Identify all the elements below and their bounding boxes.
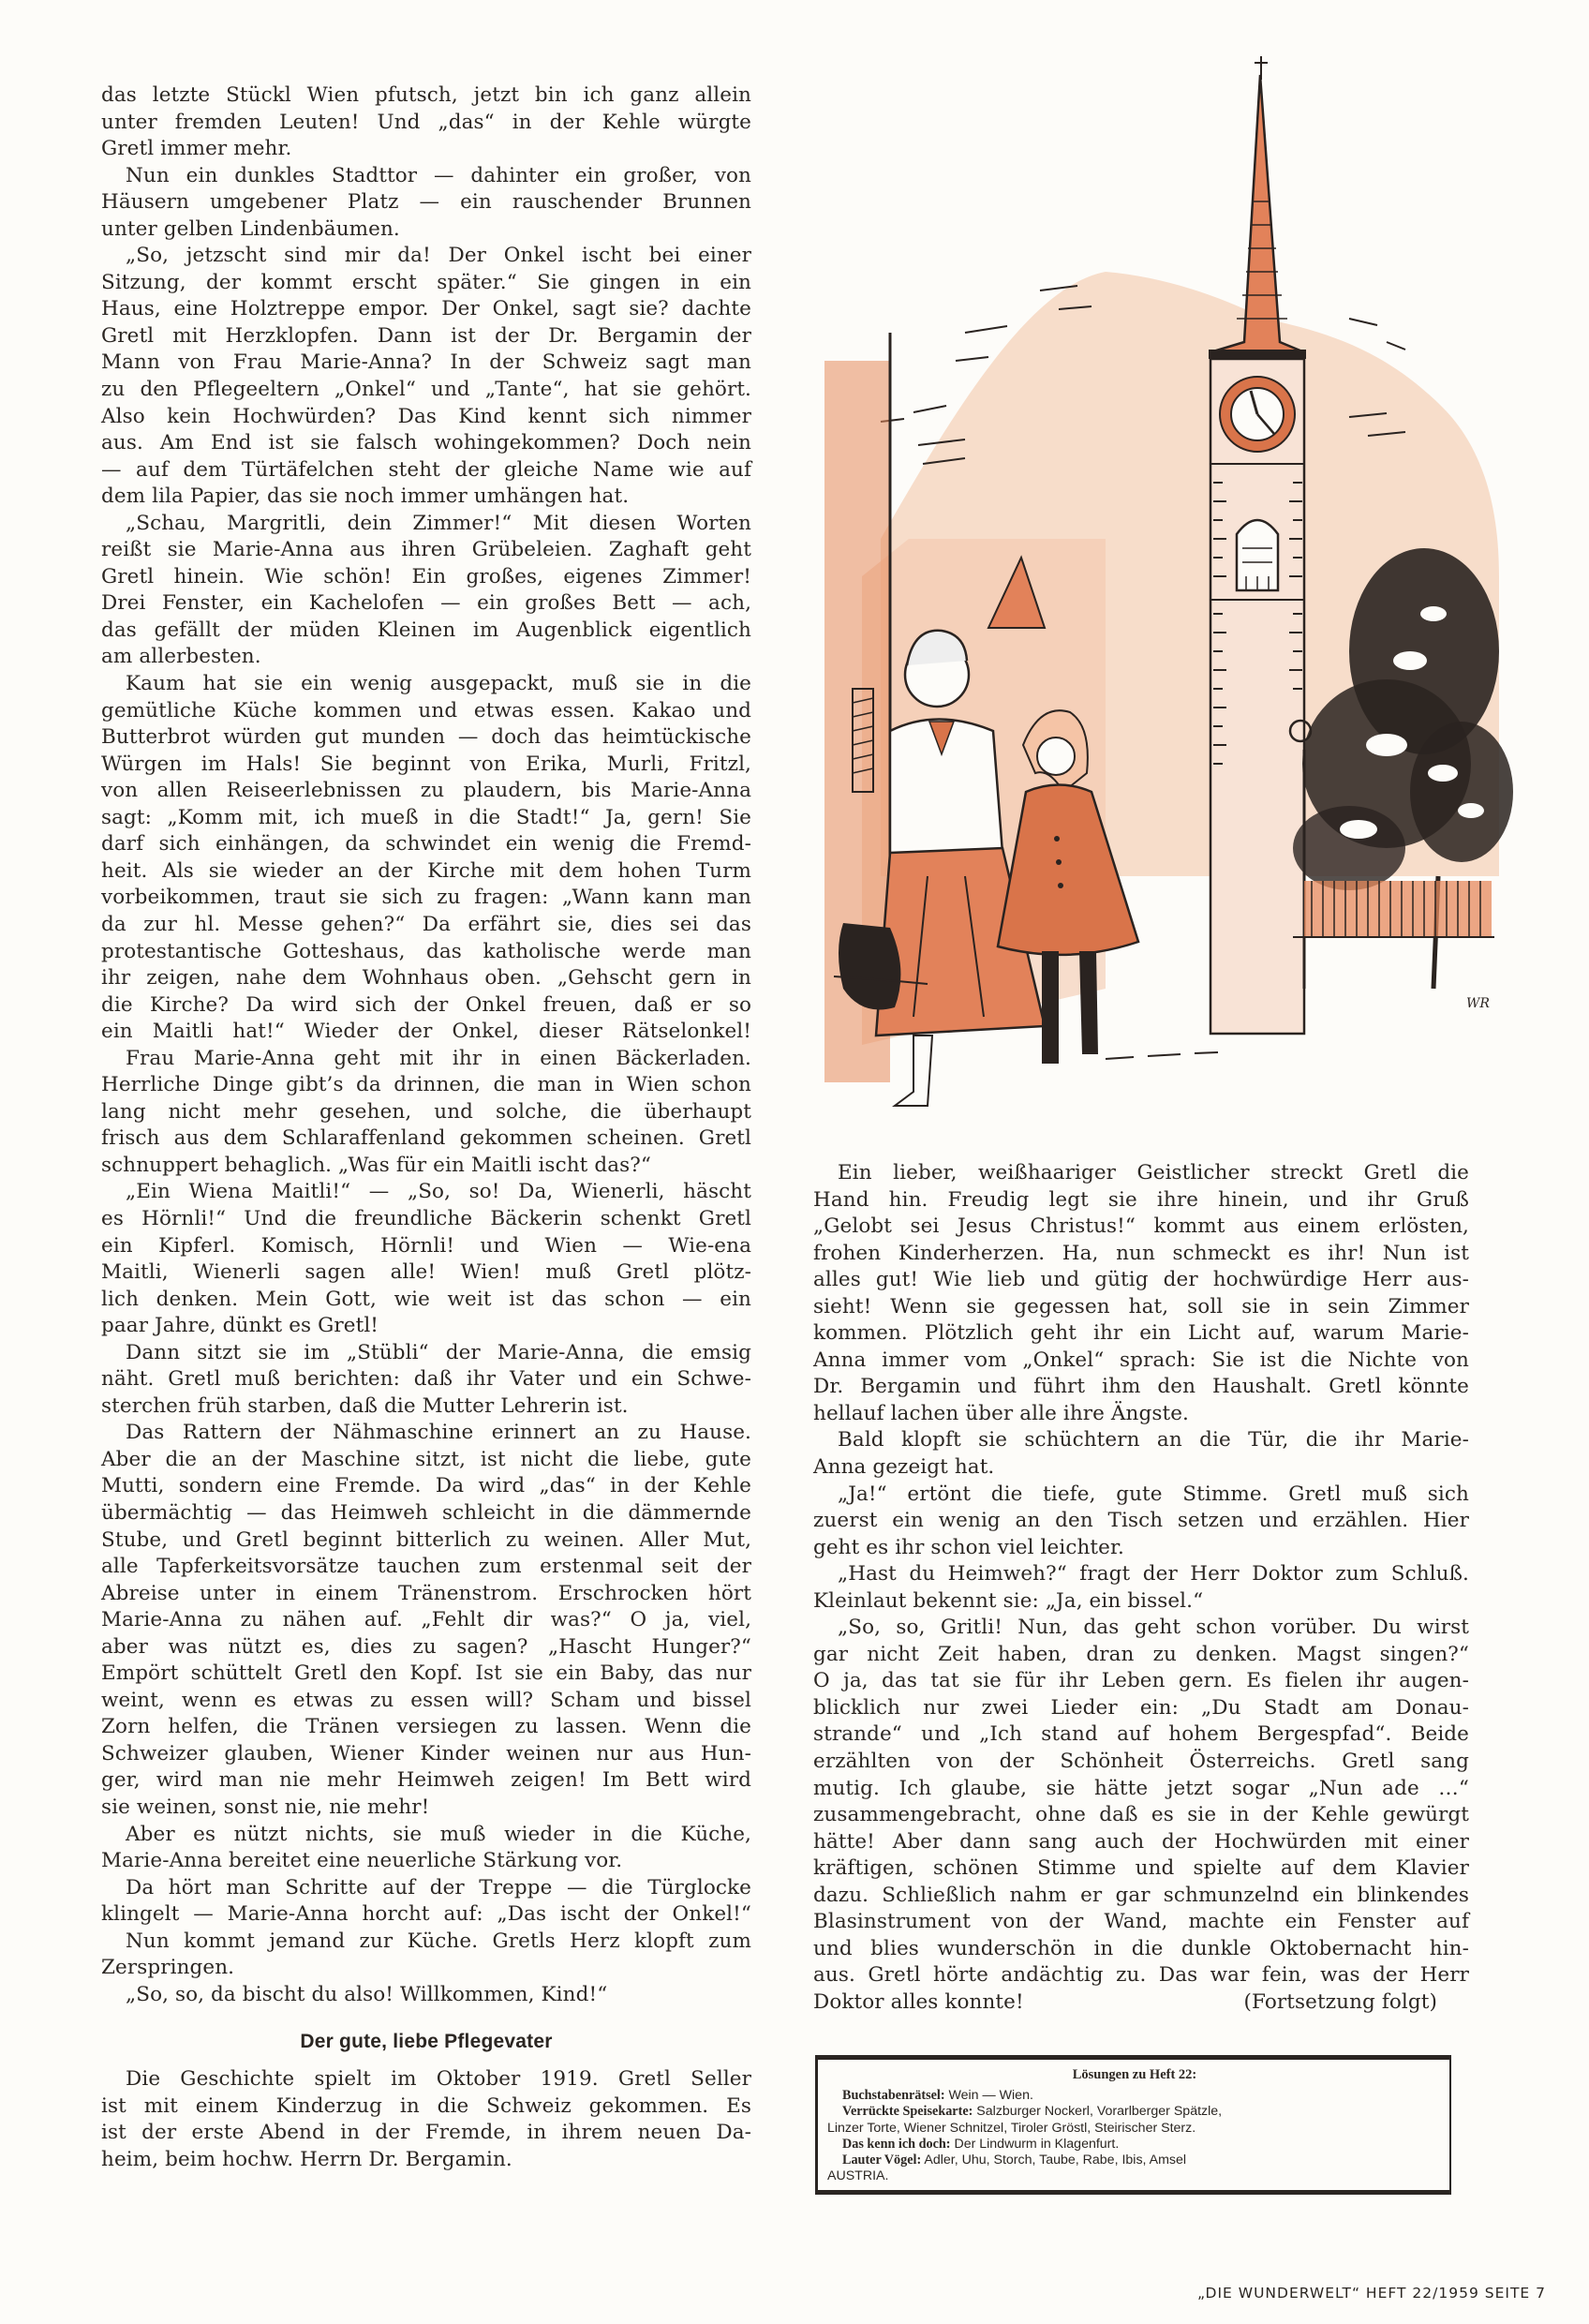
text-line: mutig. Ich glaube, sie hätte jetzt sogar „Nun ade …“ (813, 1776, 1469, 1800)
text-line: von allen Reiseerlebnissen zu plaudern, bis Marie-Anna (101, 779, 751, 803)
text-line: Sitzung, der kommt erscht später.“ Sie gingen in ein (101, 270, 751, 294)
text-line: gar nicht Zeit haben, dran zu denken. Magst singen?“ (813, 1642, 1469, 1666)
left-column (101, 82, 751, 2174)
text-line: Dr. Bergamin und führt ihm den Haushalt. Gretl könnte (813, 1375, 1469, 1399)
fence (1304, 881, 1492, 937)
text-line: „So, so, da bischt du also! Willkommen, Kind!“ (126, 1982, 608, 2006)
text-line: Butterbrot würden gut munden — doch das heimtückische (101, 725, 751, 750)
text-line: ger, wird man nie mehr Heimweh zeigen! Im Bett wird (101, 1768, 751, 1793)
text-line: lang nicht mehr gesehen, und solche, die überhaupt (101, 1099, 751, 1124)
section-heading: Der gute, liebe Pflegevater (300, 2031, 553, 2053)
text-line: ein Kipferl. Komisch, Hörnli! und Wien — Wie-ena (101, 1233, 751, 1258)
text-line: Maitli, Wienerli sagen alle! Wien! muß Gretl plötz- (101, 1260, 751, 1285)
text-line: hellauf lachen über alle ihre Ängste. (813, 1401, 1189, 1425)
solution-text: Adler, Uhu, Storch, Taube, Rabe, Ibis, Amsel (921, 2153, 1187, 2168)
text-line: Haus, eine Holztreppe empor. Der Onkel, sagt sie? dachte (101, 297, 751, 321)
text-line: Häusern umgebener Platz — ein rauschender Brunnen (101, 190, 751, 215)
text-line: schnuppert behaglich. „Was für ein Maitli ischt das?“ (101, 1153, 651, 1177)
text-line: unter gelben Lindenbäumen. (101, 216, 400, 241)
text-line: Kaum hat sie ein wenig ausgepackt, muß sie in die (126, 672, 751, 696)
text-line: geht es ihr schon viel leichter. (813, 1535, 1124, 1559)
text-line: lich denken. Mein Gott, wie weit ist das schon — ein (101, 1287, 751, 1311)
solutions-title: Lösungen zu Heft 22: (1072, 2067, 1197, 2082)
right-column (813, 1160, 1469, 2017)
text-line: Marie-Anna bereitet eine neuerliche Stärkung vor. (101, 1849, 623, 1873)
solution-text: Der Lindwurm in Klagenfurt. (950, 2136, 1120, 2152)
text-line: „Ein Wiena Maitli!“ — „So, so! Da, Wienerli, häscht (126, 1180, 751, 1204)
solution-label: Das kenn ich doch: (842, 2136, 951, 2152)
text-line: dem lila Papier, das sie noch immer umhängen hat. (101, 484, 630, 509)
solutions-box (815, 2055, 1451, 2195)
text-line: sagt: „Komm mit, ich mueß in die Stadt!“ Ja, gern! Sie (101, 805, 751, 829)
text-line: strande“ und „Ich stand auf hohem Bergespfad“. Beide (813, 1722, 1469, 1747)
text-line: — auf dem Türtäfelchen steht der gleiche Name wie auf (101, 457, 751, 482)
text-line: „So, jetzscht sind mir da! Der Onkel ischt bei einer (126, 244, 751, 268)
text-line: Herrliche Dinge gibt’s da drinnen, die man in Wien schon (101, 1073, 751, 1097)
text-line: „Hast du Heimweh?“ fragt der Herr Doktor zum Schluß. (838, 1562, 1469, 1587)
text-line: gemütliche Küche kommen und etwas essen. Kakao und (101, 698, 751, 723)
text-line: sie weinen, sonst nie, nie mehr! (101, 1795, 430, 1819)
text-line: blicklich nur zwei Lieder ein: „Du Stadt am Donau- (813, 1695, 1469, 1720)
text-line: Nun kommt jemand zur Küche. Gretls Herz klopft zum (126, 1929, 751, 1953)
text-line: zuerst ein wenig an den Tisch setzen und erzählen. Hier (813, 1509, 1469, 1533)
text-line: näht. Gretl muß berichten: daß ihr Vater und ein Schwe- (101, 1367, 751, 1392)
text-line: hätte! Aber dann sang auch der Hochwürden mit einer (813, 1829, 1469, 1854)
text-line: ihr zeigen, nahe dem Wohnhaus oben. „Gehscht gern in (101, 966, 751, 991)
solution-item (827, 2168, 1442, 2184)
final-sentence: Doktor alles konnte! (813, 1989, 1024, 2014)
text-line: das letzte Stückl Wien pfutsch, jetzt bin ich ganz allein (101, 83, 751, 107)
text-line: Hand hin. Freudig legt sie ihre hinein, und ihr Gruß (813, 1187, 1469, 1212)
text-line: dazu. Schließlich nahm er gar schmunzelnd ein blinkendes (813, 1883, 1469, 1907)
text-line: Drei Fenster, ein Kachelofen — ein großes Bett — ach, (101, 591, 751, 616)
text-line: Dann sitzt sie im „Stübli“ der Marie-Anna, die emsig (126, 1340, 751, 1364)
text-line: zu den Pflegeeltern „Onkel“ und „Tante“, hat sie gehört. (101, 378, 751, 402)
story-text-part-2 (101, 2066, 751, 2173)
text-line: „Schau, Margritli, dein Zimmer!“ Mit diesen Worten (126, 511, 751, 535)
solution-item (827, 2153, 1442, 2168)
solution-item (827, 2104, 1442, 2120)
text-line: ist der erste Abend in der Fremde, in ihrem neuen Da- (101, 2121, 751, 2145)
text-line: Zerspringen. (101, 1956, 235, 1980)
text-line: Gretl mit Herzklopfen. Dann ist der Dr. Bergamin der (101, 323, 751, 348)
text-line: O ja, das tat sie für ihr Leben gern. Es fielen ihr augen- (813, 1669, 1469, 1693)
text-line: Die Geschichte spielt im Oktober 1919. Gretl Seller (126, 2067, 751, 2092)
story-text-part-1 (101, 82, 751, 2008)
text-line: das gefällt der müden Kleinen im Augenblick eigentlich (101, 618, 751, 642)
solution-text: AUSTRIA. (827, 2168, 889, 2184)
text-line: protestantische Gotteshaus, das katholische werde man (101, 939, 751, 963)
text-line: Kleinlaut bekennt sie: „Ja, ein bissel.“ (813, 1588, 1204, 1613)
solution-label: Buchstabenrätsel: (842, 2088, 945, 2104)
text-line: Mutti, sondern eine Fremde. Da wird „das“ in der Kehle (101, 1474, 751, 1498)
text-line: die Kirche? Da wird sich der Onkel freuen, daß er so (101, 992, 751, 1017)
text-line: vorbeikommen, traut sie sich zu fragen: „Wann kann man (101, 886, 751, 910)
text-line: erzählten von der Schönheit Österreichs. Gretl sang (813, 1750, 1469, 1774)
text-line: am allerbesten. (101, 645, 261, 669)
text-line: reißt sie Marie-Anna aus ihren Grübeleien. Zaghaft geht (101, 538, 751, 562)
text-line: Gretl immer mehr. (101, 137, 292, 161)
text-line: übermächtig — das Heimweh schleicht in die dämmernde (101, 1500, 751, 1525)
text-line: Stube, und Gretl beginnt bitterlich zu weinen. Aller Mut, (101, 1527, 751, 1552)
text-line: Nun ein dunkles Stadttor — dahinter ein großer, von (126, 163, 751, 187)
solution-text: Salzburger Nockerl, Vorarlberger Spätzle, (973, 2104, 1223, 2120)
text-line: kommen. Plötzlich geht ihr ein Licht auf, warum Marie- (813, 1321, 1469, 1346)
text-line: Also kein Hochwürden? Das Kind kennt sich nimmer (101, 404, 751, 428)
text-line: alles gut! Wie lieb und gütig der hochwürdige Herr aus- (813, 1268, 1469, 1292)
text-line: ein Maitli hat!“ Wieder der Onkel, dieser Rätselonkel! (101, 1020, 751, 1044)
text-line: Zorn helfen, die Tränen versiegen zu lassen. Wenn die (101, 1715, 751, 1739)
text-line: Aber die an der Maschine sitzt, ist nicht die liebe, gute (101, 1447, 751, 1471)
text-line: ist mit einem Kinderzug in die Schweiz gekommen. Es (101, 2093, 751, 2118)
text-line: Abreise unter in einem Tränenstrom. Erschrocken hört (101, 1581, 751, 1605)
text-line: unter fremden Leuten! Und „das“ in der Kehle würgte (101, 110, 751, 134)
solution-item (827, 2121, 1442, 2137)
text-line: Blasinstrument von der Wand, machte ein Fenster auf (813, 1910, 1469, 1934)
solution-item (827, 2088, 1442, 2104)
solutions-list (827, 2088, 1442, 2184)
page-footer: „DIE WUNDERWELT“ HEFT 22/1959 SEITE 7 (1197, 2285, 1546, 2302)
illustration (824, 52, 1518, 1162)
text-line: Empört schüttelt Gretl den Kopf. Ist sie ein Baby, das nur (101, 1661, 751, 1686)
text-line: zusammengebracht, ohne daß es sie in der Kehle gewürgt (813, 1803, 1469, 1827)
solution-text: Linzer Torte, Wiener Schnitzel, Tiroler Gröstl, Steirischer Sterz. (827, 2120, 1196, 2136)
text-line: Würgen im Hals! Sie beginnt von Erika, Murli, Fritzl, (101, 752, 751, 776)
text-line: heit. Als sie wieder an der Kirche mit dem hohen Turm (101, 858, 751, 883)
text-line: „So, so, Gritli! Nun, das geht schon vorüber. Du wirst (838, 1616, 1469, 1640)
to-be-continued: (Fortsetzung folgt) (1243, 1989, 1437, 2014)
text-line: aus. Gretl hörte andächtig zu. Das war fein, was der Herr (813, 1963, 1469, 1988)
church-tower (1210, 359, 1304, 1034)
text-line: Anna immer vom „Onkel“ sprach: Sie ist die Nichte von (813, 1348, 1469, 1372)
text-line: Frau Marie-Anna geht mit ihr in einen Bäckerladen. (126, 1046, 751, 1070)
text-line: Aber es nützt nichts, sie muß wieder in die Küche, (126, 1822, 751, 1846)
text-line: alle Tapferkeitsvorsätze tauchen zum erstenmal seit der (101, 1555, 751, 1579)
text-line: Marie-Anna zu nähen auf. „Fehlt dir was?“ O ja, viel, (101, 1608, 751, 1632)
text-line: heim, beim hochw. Herrn Dr. Bergamin. (101, 2148, 512, 2172)
text-line: klingelt — Marie-Anna horcht auf: „Das ischt der Onkel!“ (101, 1902, 751, 1927)
text-line: Da hört man Schritte auf der Treppe — die Türglocke (126, 1875, 751, 1899)
text-line: Das Rattern der Nähmaschine erinnert an zu Hause. (126, 1421, 751, 1445)
text-line: paar Jahre, dünkt es Gretl! (101, 1314, 379, 1338)
text-line: Bald klopft sie schüchtern an die Tür, die ihr Marie- (838, 1428, 1469, 1452)
solution-label: Lauter Vögel: (842, 2153, 922, 2168)
text-line: es Hörnli!“ Und die freundliche Bäckerin schenkt Gretl (101, 1206, 751, 1230)
text-line: und blies wunderschön in die dunkle Oktobernacht hin- (813, 1936, 1469, 1960)
story-text-part-3 (813, 1160, 1469, 1989)
artist-signature: WR (1466, 996, 1490, 1011)
text-line: Gretl hinein. Wie schön! Ein großes, eigenes Zimmer! (101, 564, 751, 588)
text-line: frisch aus dem Schlaraffenland gekommen scheinen. Gretl (101, 1126, 751, 1151)
text-line: „Ja!“ ertönt die tiefe, gute Stimme. Gretl muß sich (838, 1482, 1469, 1506)
text-line: kräftigen, schönen Stimme und spielte auf dem Klavier (813, 1856, 1469, 1881)
text-line: sieht! Wenn sie gegessen hat, soll sie in sein Zimmer (813, 1294, 1469, 1318)
text-line: darf sich einhängen, da schwindet ein wenig die Fremd- (101, 832, 751, 857)
text-line: Anna gezeigt hat. (813, 1455, 995, 1480)
text-line: frohen Kinderherzen. Ha, nun schmeckt es ihr! Nun ist (813, 1241, 1469, 1265)
text-line: Mann von Frau Marie-Anna? In der Schweiz sagt man (101, 350, 751, 375)
final-line (813, 1989, 1469, 2017)
church-scene-drawing (824, 52, 1518, 1162)
text-line: aus. Am End ist sie falsch wohingekommen? Doch nein (101, 431, 751, 455)
text-line: aber was nützt es, dies zu sagen? „Hascht Hunger?“ (101, 1634, 751, 1659)
text-line: weint, wenn es etwas zu essen will? Scham und bissel (101, 1688, 751, 1712)
text-line: sterchen früh starben, daß die Mutter Lehrerin ist. (101, 1393, 629, 1418)
text-line: Schweizer glauben, Wiener Kinder weinen nur aus Hun- (101, 1741, 751, 1765)
solution-label: Verrückte Speisekarte: (842, 2104, 973, 2120)
text-line: Ein lieber, weißhaariger Geistlicher streckt Gretl die (838, 1161, 1469, 1184)
text-line: da zur hl. Messe gehen?“ Da erfährt sie, dies sei das (101, 912, 751, 936)
solution-item (827, 2137, 1442, 2153)
solution-text: Wein — Wien. (944, 2088, 1033, 2104)
text-line: „Gelobt sei Jesus Christus!“ kommt aus einem erlösten, (813, 1214, 1469, 1239)
